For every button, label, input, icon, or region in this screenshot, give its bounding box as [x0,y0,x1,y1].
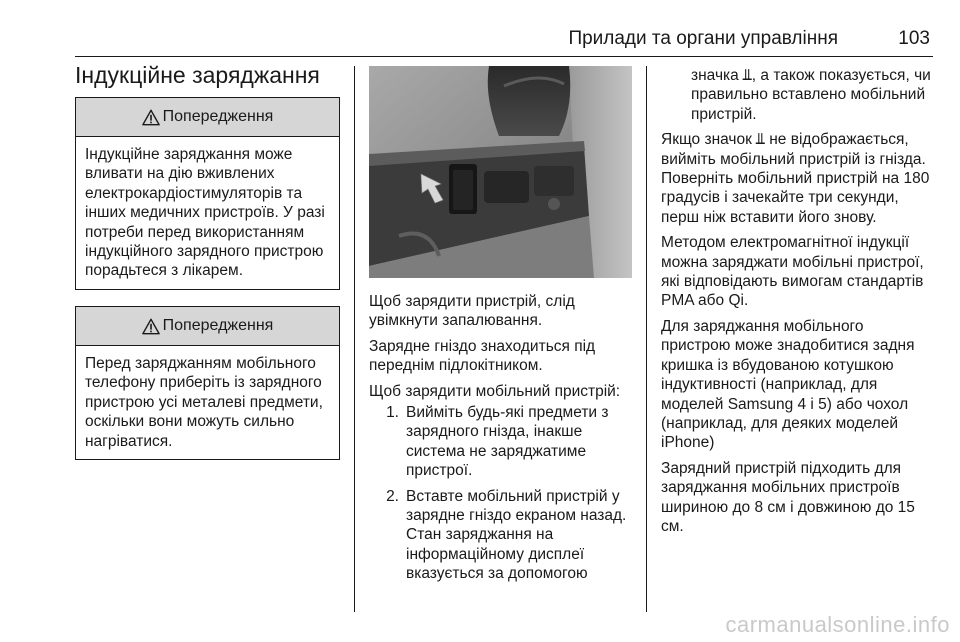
text-fragment: Якщо значок [661,131,752,149]
list-number: 2. [386,487,399,505]
paragraph: Щоб зарядити пристрій, слід увімкнути запалювання. [369,293,575,330]
paragraph: Щоб зарядити мобільний пристрій: [369,382,621,400]
page-number: 103 [898,28,930,49]
header-rule [75,56,933,57]
column-divider-left [354,66,355,612]
warning-box-2 [75,306,340,460]
list-item [369,487,637,584]
warning-triangle-icon [142,109,160,126]
list-continuation [661,66,936,124]
middle-column [369,292,637,590]
warning-box-1 [75,97,340,290]
warning-heading: Попередження [162,317,274,334]
warning-header [76,307,339,346]
header-title: Прилади та органи управління [568,28,838,49]
list-number: 1. [386,404,399,422]
list-text: Вийміть будь-які предмети з зарядного гнізда, інакше система не заряджатиме пристрої. [406,404,609,480]
watermark: carmanualsonline.info [725,612,950,637]
text-fragment: , а також показується, чи правильно вставлено мобільний пристрій. [691,67,931,123]
warning-header [76,98,339,137]
column-divider-right [646,66,647,612]
list-text: Вставте мобільний пристрій у зарядне гніздо екраном назад. Стан заряджання на інформаційному дисплеї вказується за допомогою [406,487,627,583]
paragraph: Зарядне гніздо знаходиться під переднім підлокітником. [369,337,596,375]
warning-text: Перед заряджанням мобільного телефону приберіть із зарядного пристрою усі металеві предмети, оскільки вони можуть сильно нагріватися. [85,355,323,450]
charging-icon: ⫫ [743,67,752,84]
section-title: Індукційне заряджання [75,62,320,88]
paragraph: Для заряджання мобільного пристрою може знадобитися задня кришка із вбудованою котушкою індуктивності (наприклад, для моделей Samsung 4 і 5) або чохол (наприклад, для деяких моделей iPhone) [661,317,915,452]
page-header [0,24,930,54]
warning-heading: Попередження [162,108,274,125]
right-column [661,66,936,542]
warning-text: Індукційне заряджання може вливати на дію вживлених електрокардіостимуляторів та інших медичних пристроїв. У разі потреби перед використанням індукційного зарядного пристрою порадьтеся з лікарем. [85,146,325,280]
list-item [369,403,637,481]
charging-icon: ⫫ [756,131,765,149]
text-fragment: не відображається, вийміть мобільний пристрій із гнізда. Поверніть мобільний пристрій на 180 градусів і зачекайте три секунди, перш ніж вставити його знову. [661,131,930,226]
text-fragment: значка [691,67,739,84]
warning-triangle-icon [142,318,160,335]
console-illustration [369,66,632,278]
console-charging-photo [369,66,632,278]
paragraph: Методом електромагнітної індукції можна заряджати мобільні пристрої, які відповідають вимогам стандартів PMA або Qi. [661,234,924,310]
paragraph: Зарядний пристрій підходить для заряджання мобільних пристроїв шириною до 8 см і довжиною до 15 см. [661,459,915,535]
paragraph [661,130,936,227]
